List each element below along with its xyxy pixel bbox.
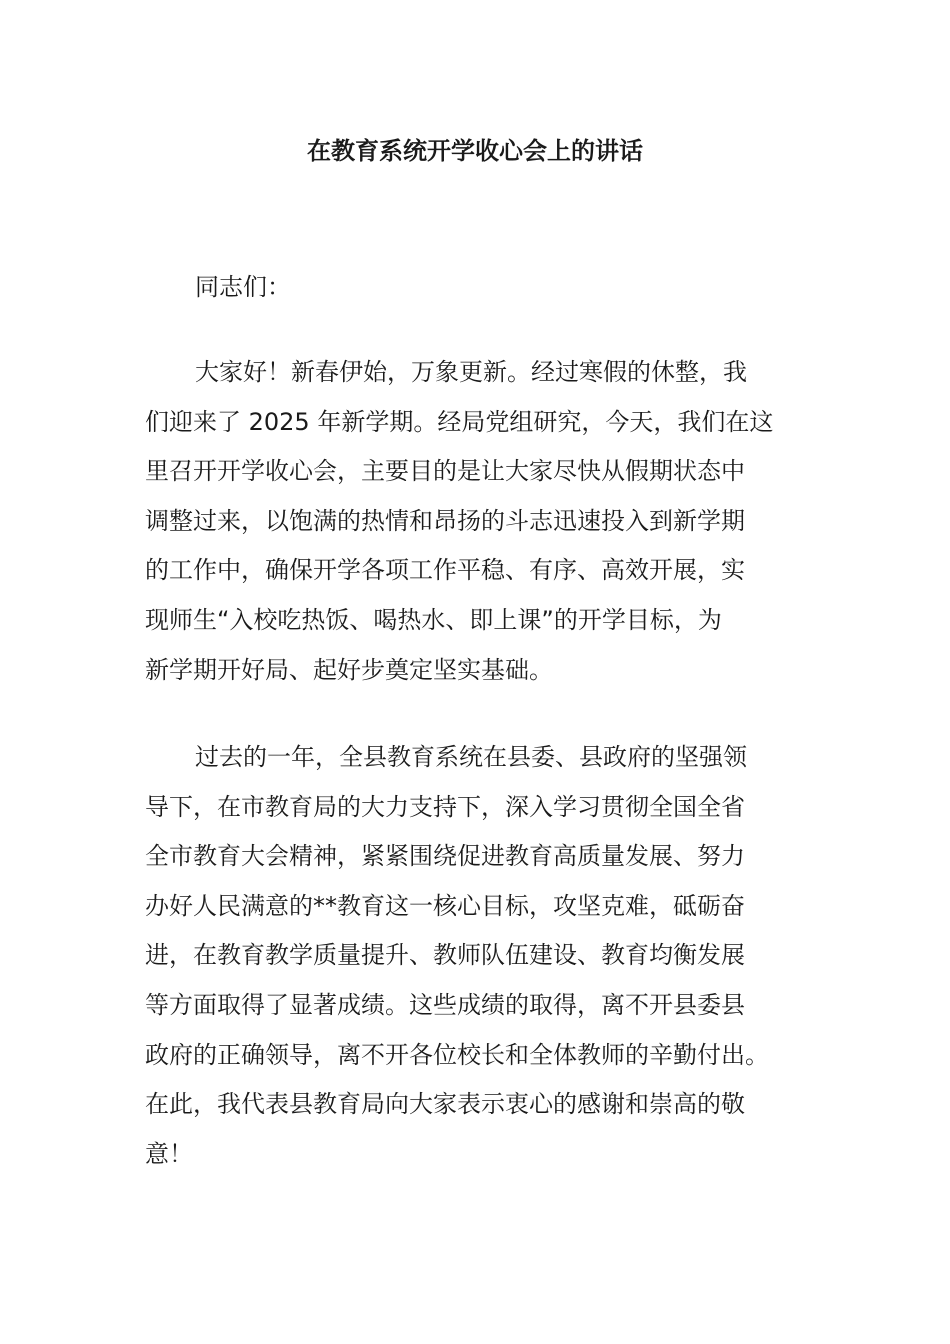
paragraph-review — [145, 733, 810, 1179]
paragraph-line: 全市教育大会精神，紧紧围绕促进教育高质量发展、努力 — [145, 842, 745, 871]
paragraph-line: 的工作中，确保开学各项工作平稳、有序、高效开展，实 — [145, 556, 745, 585]
paragraph-line: 新学期开好局、起好步奠定坚实基础。 — [145, 655, 553, 684]
paragraph-line: 现师生“入校吃热饭、喝热水、即上课”的开学目标，为 — [145, 605, 722, 634]
paragraph-line: 办好人民满意的**教育这一核心目标，攻坚克难，砥砺奋 — [145, 891, 745, 920]
paragraph-line: 调整过来，以饱满的热情和昂扬的斗志迅速投入到新学期 — [145, 506, 745, 535]
paragraph-line: 进，在教育教学质量提升、教师队伍建设、教育均衡发展 — [145, 941, 745, 970]
salutation: 同志们： — [195, 273, 291, 301]
paragraph-line: 在此，我代表县教育局向大家表示衷心的感谢和崇高的敬 — [145, 1090, 745, 1119]
paragraph-line: 政府的正确领导，离不开各位校长和全体教师的辛勤付出。 — [145, 1040, 769, 1069]
paragraph-line: 导下，在市教育局的大力支持下，深入学习贯彻全国全省 — [145, 792, 745, 821]
paragraph-line: 过去的一年，全县教育系统在县委、县政府的坚强领 — [195, 743, 747, 771]
paragraph-line: 里召开开学收心会，主要目的是让大家尽快从假期状态中 — [145, 457, 745, 486]
document-title: 在教育系统开学收心会上的讲话 — [307, 137, 643, 165]
paragraph-opening — [145, 348, 810, 695]
paragraph-line: 意！ — [145, 1139, 193, 1168]
paragraph-line: 等方面取得了显著成绩。这些成绩的取得，离不开县委县 — [145, 990, 745, 1019]
paragraph-line: 大家好！新春伊始，万象更新。经过寒假的休整，我 — [195, 358, 747, 386]
paragraph-line: 们迎来了 2025 年新学期。经局党组研究，今天，我们在这 — [145, 407, 774, 436]
